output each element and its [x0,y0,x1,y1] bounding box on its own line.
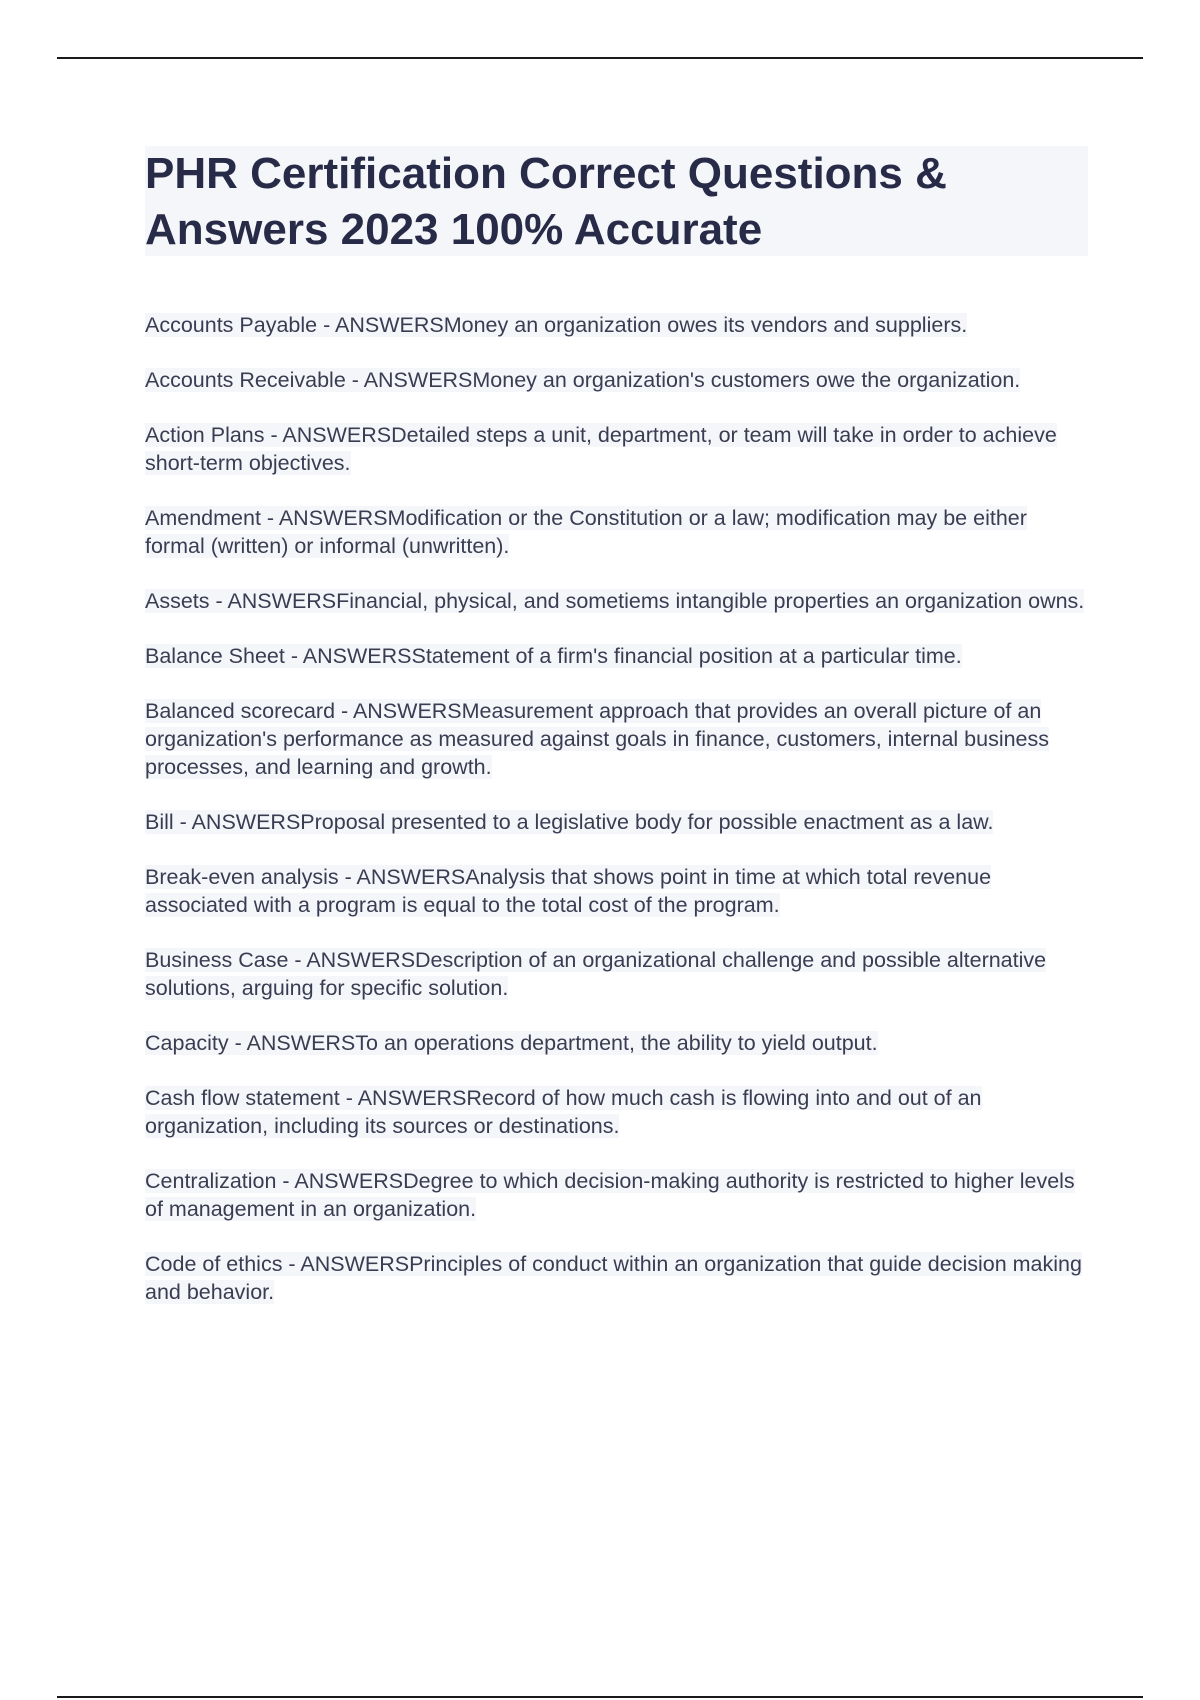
entry-business-case: Business Case - ANSWERSDescription of an organizational challenge and possible alternative solutions, arguing for specific solution. [145,948,1047,1000]
entry-bill: Bill - ANSWERSProposal presented to a legislative body for possible enactment as a law. [145,810,994,834]
document-title: PHR Certification Correct Questions & Answers 2023 100% Accurate [145,149,947,254]
entry-assets: Assets - ANSWERSFinancial, physical, and sometiems intangible properties an organization owns. [145,589,1085,613]
entry-cash-flow-statement: Cash flow statement - ANSWERSRecord of how much cash is flowing into and out of an organization, including its sources or destinations. [145,1086,982,1138]
entry-amendment: Amendment - ANSWERSModification or the Constitution or a law; modification may be either formal (written) or informal (unwritten). [145,506,1027,558]
top-rule [57,57,1143,59]
entry-capacity: Capacity - ANSWERSTo an operations department, the ability to yield output. [145,1031,878,1055]
entry-accounts-payable: Accounts Payable - ANSWERSMoney an organization owes its vendors and suppliers. [145,313,968,337]
entry-code-of-ethics: Code of ethics - ANSWERSPrinciples of conduct within an organization that guide decision making and behavior. [145,1252,1082,1304]
entry-centralization: Centralization - ANSWERSDegree to which decision-making authority is restricted to higher levels of management in an organization. [145,1169,1075,1221]
entry-balanced-scorecard: Balanced scorecard - ANSWERSMeasurement approach that provides an overall picture of an organization's performance as measured against goals in finance, customers, internal business processes, and learning and growth. [145,699,1050,779]
entry-action-plans: Action Plans - ANSWERSDetailed steps a unit, department, or team will take in order to achieve short-term objectives. [145,423,1057,475]
entry-accounts-receivable: Accounts Receivable - ANSWERSMoney an organization's customers owe the organization. [145,368,1021,392]
bottom-rule [57,1696,1143,1698]
title-block [145,146,1088,256]
entry-break-even-analysis: Break-even analysis - ANSWERSAnalysis that shows point in time at which total revenue associated with a program is equal to the total cost of the program. [145,865,992,917]
entry-list [145,311,1090,1333]
entry-balance-sheet: Balance Sheet - ANSWERSStatement of a firm's financial position at a particular time. [145,644,962,668]
